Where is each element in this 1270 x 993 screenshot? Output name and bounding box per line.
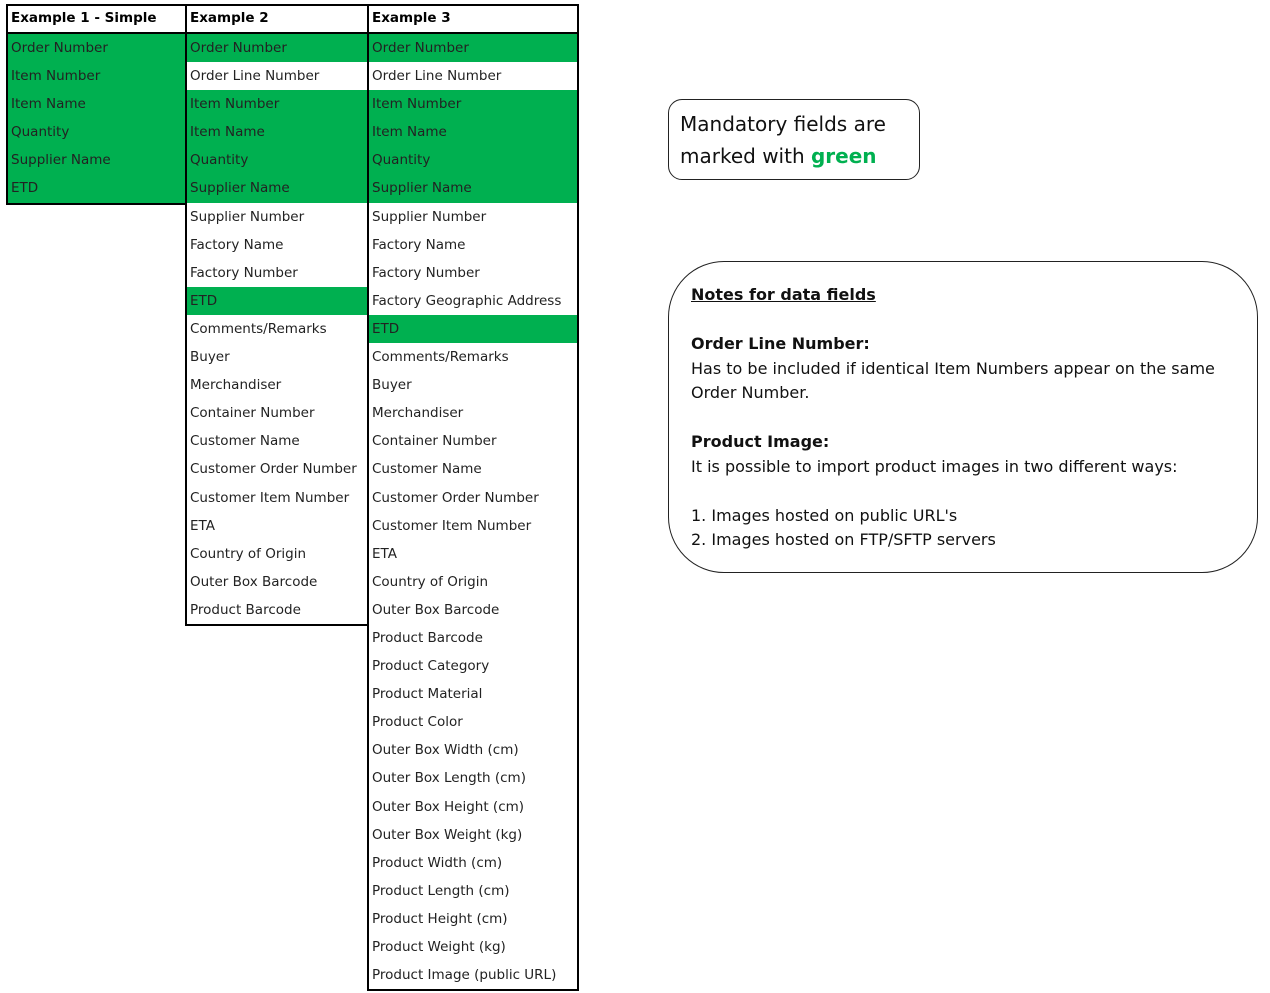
field-row: Supplier Name: [187, 174, 367, 202]
field-row: Supplier Name: [369, 174, 577, 202]
field-row: Factory Number: [190, 264, 298, 281]
product-image-text: It is possible to import product images in two different ways:: [691, 456, 1178, 476]
field-row: Customer Item Number: [372, 517, 532, 534]
field-row: Order Line Number: [190, 68, 320, 85]
field-row: Product Barcode: [372, 629, 483, 646]
field-row: Product Weight (kg): [372, 939, 506, 955]
field-row: Item Number: [8, 62, 185, 90]
field-row: Customer Order Number: [372, 489, 539, 506]
field-row: Supplier Name: [8, 146, 185, 174]
field-row: Outer Box Barcode: [190, 573, 318, 590]
field-row: Product Length (cm): [372, 882, 510, 899]
example-1-column: [6, 4, 187, 205]
order-line-heading: Order Line Number:: [691, 334, 870, 353]
field-row: Product Height (cm): [372, 910, 508, 927]
field-row: Order Number: [8, 34, 185, 62]
field-row: Country of Origin: [372, 573, 489, 590]
column-header: Example 2: [187, 6, 367, 34]
notes-title: Notes for data fields: [691, 285, 876, 304]
field-row: Container Number: [372, 433, 497, 450]
field-row: ETD: [8, 174, 185, 202]
legend-highlight: green: [810, 144, 877, 168]
field-row: Container Number: [190, 405, 315, 422]
order-line-text: Has to be included if identical Item Numbers appear on the same Order Number.: [691, 358, 1215, 402]
column-header: Example 3: [369, 6, 577, 34]
field-row: ETD: [187, 287, 367, 315]
product-image-heading: Product Image:: [691, 432, 830, 451]
field-row: Product Material: [372, 686, 483, 703]
field-row: Product Category: [372, 658, 490, 675]
field-row: ETA: [372, 545, 397, 562]
field-row: Factory Number: [372, 264, 480, 281]
field-row: ETD: [369, 315, 577, 343]
field-row: Item Name: [369, 118, 577, 146]
field-row: Item Number: [369, 90, 577, 118]
field-row: Outer Box Height (cm): [372, 798, 525, 815]
field-row: Customer Order Number: [190, 461, 357, 478]
field-row: Item Name: [8, 90, 185, 118]
field-row: Customer Item Number: [190, 489, 350, 506]
field-row: Comments/Remarks: [190, 320, 327, 337]
notes-list-item: 1. Images hosted on public URL's: [691, 505, 958, 525]
example-3-column: [367, 4, 579, 991]
field-row: Buyer: [372, 377, 412, 394]
field-row: Product Barcode: [190, 601, 301, 618]
field-row: Merchandiser: [372, 405, 464, 422]
field-row: Factory Name: [372, 236, 466, 253]
field-row: Order Number: [369, 34, 577, 62]
column-header: Example 1 - Simple: [8, 6, 185, 34]
field-row: Quantity: [369, 146, 577, 174]
field-row: Factory Geographic Address: [372, 292, 562, 309]
field-row: Item Name: [187, 118, 367, 146]
field-row: Customer Name: [372, 461, 482, 478]
field-row: Outer Box Width (cm): [372, 742, 519, 759]
field-row: Item Number: [187, 90, 367, 118]
field-row: Outer Box Barcode: [372, 601, 500, 618]
field-row: Merchandiser: [190, 377, 282, 394]
field-row: Supplier Number: [372, 208, 487, 225]
field-row: Quantity: [187, 146, 367, 174]
field-row: ETA: [190, 517, 215, 534]
example-2-column: [185, 4, 369, 626]
legend-text: Mandatory fields are marked with: [680, 112, 886, 168]
field-row: Order Number: [187, 34, 367, 62]
notes-list-item: 2. Images hosted on FTP/SFTP servers: [691, 530, 996, 549]
field-row: Outer Box Length (cm): [372, 770, 526, 787]
field-row: Customer Name: [190, 433, 300, 450]
field-row: Supplier Number: [190, 208, 305, 225]
field-row: Outer Box Weight (kg): [372, 826, 523, 843]
field-row: Factory Name: [190, 236, 284, 253]
field-row: Buyer: [190, 349, 230, 366]
field-row: Product Image (public URL): [372, 967, 557, 984]
field-row: Product Color: [372, 714, 463, 731]
field-row: Product Width (cm): [372, 854, 503, 871]
notes-box: [668, 261, 1258, 573]
mandatory-legend: [668, 99, 920, 180]
field-row: Order Line Number: [372, 68, 502, 85]
field-row: Quantity: [8, 118, 185, 146]
field-row: Country of Origin: [190, 545, 307, 562]
field-row: Comments/Remarks: [372, 349, 509, 366]
